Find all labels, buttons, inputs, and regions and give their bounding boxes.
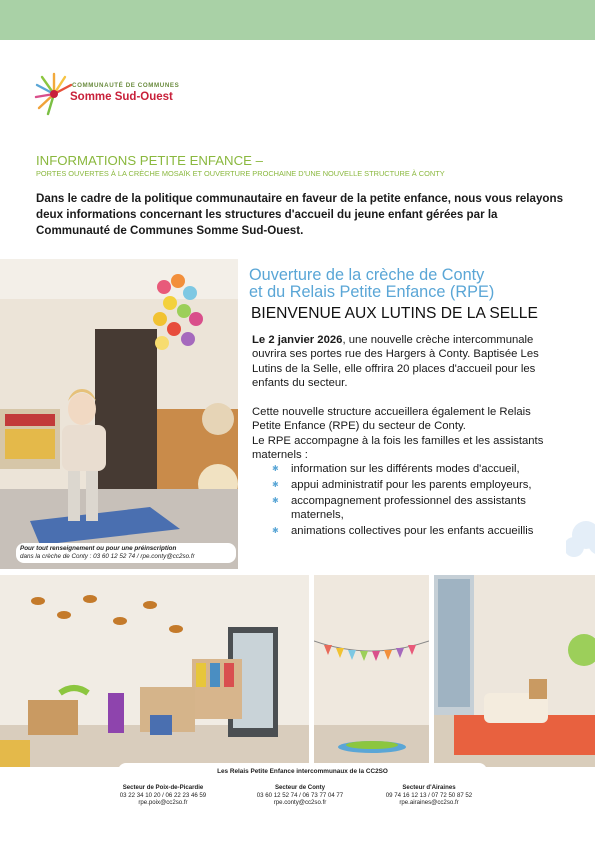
contact-airaines [369, 784, 489, 807]
article-paragraph-1-text: , une nouvelle crèche intercommunale ouvrira ses portes rue des Hargers à Conty. Baptisée Les Lutins de la Selle, elle offrira 20 places d'accueil pour les enfants du secteur. [252, 334, 539, 389]
caption-line2: dans la crèche de Conty : 03 60 12 52 74 / rpe.conty@cc2so.fr [20, 553, 195, 560]
contact-phone: 03 60 12 52 74 / 06 73 77 04 77 [256, 791, 344, 799]
article-title-line1: Ouverture de la crèche de Conty [249, 266, 485, 284]
list-item: ✱ animations collectives pour les enfants accueillis [272, 524, 534, 537]
contact-poix [103, 784, 223, 807]
contact-name: Secteur de Poix-de-Picardie [122, 784, 204, 791]
section-title: INFORMATIONS PETITE ENFANCE – [36, 153, 263, 168]
article-title [249, 267, 494, 301]
contact-name: Secteur de Conty [274, 784, 326, 791]
logo-line1: COMMUNAUTÉ DE COMMUNES [72, 82, 180, 89]
contact-phone: 03 22 34 10 20 / 06 22 23 46 59 [119, 791, 207, 799]
header-band [0, 0, 595, 40]
contact-conty [240, 784, 360, 807]
sun-logo-icon [34, 70, 74, 120]
article-paragraph-3: Le RPE accompagne à la fois les familles et les assistants maternels : [252, 435, 544, 462]
footer-title: Les Relais Petite Enfance intercommunaux de la CC2SO [217, 768, 388, 775]
article-paragraph-2: Cette nouvelle structure accueillera également le Relais Petite Enfance (RPE) du secteur de Conty. [252, 406, 531, 433]
contact-email: rpe.airaines@cc2so.fr [399, 799, 459, 806]
cc2so-logo [34, 70, 184, 122]
cloud-decoration-icon [566, 513, 595, 557]
creche-playroom-photo [0, 575, 309, 767]
list-item: ✱ appui administratif pour les parents employeurs, [272, 478, 532, 491]
contact-email: rpe.conty@cc2so.fr [273, 799, 327, 806]
contact-email: rpe.poix@cc2so.fr [138, 799, 188, 806]
star-bullet-icon: ✱ [272, 464, 279, 473]
section-subtitle: PORTES OUVERTES À LA CRÈCHE MOSAÏK ET OUVERTURE PROCHAINE D'UNE NOUVELLE STRUCTURE À CONTY [36, 169, 445, 178]
star-bullet-icon: ✱ [272, 495, 279, 505]
article-subtitle: BIENVENUE AUX LUTINS DE LA SELLE [251, 305, 538, 322]
intro-paragraph: Dans le cadre de la politique communautaire en faveur de la petite enfance, nous vous relayons deux informations concernant les structures d'accueil du jeune enfant gérées par la Communauté de Communes Somme Sud-Ouest. [36, 192, 564, 238]
list-item: ✱ accompagnement professionnel des assistants maternels, [272, 494, 526, 521]
creche-garland-photo [314, 575, 429, 767]
rpe-services-list [272, 462, 572, 539]
list-item: ✱ information sur les différents modes d'accueil, [272, 463, 520, 475]
caption-line1: Pour tout renseignement ou pour une préinscription [20, 545, 177, 552]
contact-name: Secteur d'Airaines [402, 784, 456, 791]
photo-caption [16, 543, 236, 563]
article-title-line2: et du Relais Petite Enfance (RPE) [249, 283, 495, 301]
creche-child-photo [0, 259, 238, 569]
contact-phone: 09 74 16 12 13 / 07 72 50 87 52 [385, 791, 473, 799]
star-bullet-icon: ✱ [272, 479, 279, 489]
star-bullet-icon: ✱ [272, 525, 279, 535]
creche-sleep-area-photo [434, 575, 595, 767]
logo-line2: Somme Sud-Ouest [70, 91, 173, 103]
article-paragraph-1 [252, 333, 552, 390]
opening-date: Le 2 janvier 2026 [252, 334, 343, 346]
